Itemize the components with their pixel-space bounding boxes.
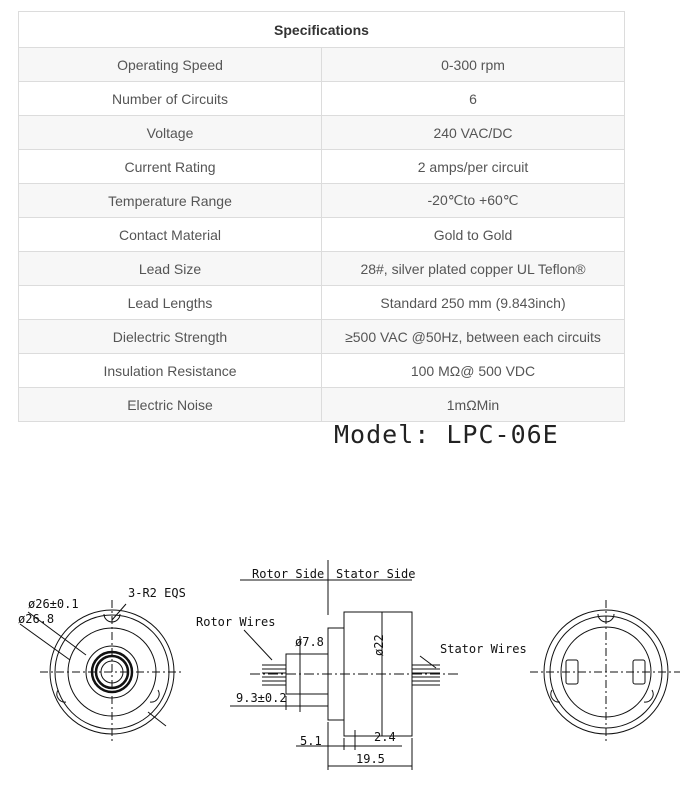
dim-body-dia: ø22 (372, 634, 386, 656)
dim-total-len: 19.5 (356, 752, 385, 766)
spec-label: Contact Material (19, 218, 322, 252)
rotor-wires-label: Rotor Wires (196, 615, 276, 629)
spec-label: Temperature Range (19, 184, 322, 218)
stator-wires-label: Stator Wires (440, 642, 527, 656)
spec-label: Operating Speed (19, 48, 322, 82)
dim-outer: ø26.8 (18, 612, 55, 626)
rotor-side-label: Rotor Side (252, 567, 325, 581)
spec-label: Current Rating (19, 150, 322, 184)
spec-value: 240 VAC/DC (322, 116, 625, 150)
spec-value: Gold to Gold (322, 218, 625, 252)
model-label: Model: LPC-06E (334, 420, 559, 449)
dim-outer-tol: ø26±0.1 (28, 597, 79, 611)
spec-value: 2 amps/per circuit (322, 150, 625, 184)
spec-value: Standard 250 mm (9.843inch) (322, 286, 625, 320)
spec-label: Insulation Resistance (19, 354, 322, 388)
spec-label: Number of Circuits (19, 82, 322, 116)
spec-value: 6 (322, 82, 625, 116)
spec-label: Dielectric Strength (19, 320, 322, 354)
spec-label: Lead Size (19, 252, 322, 286)
dim-rotor-len: 9.3±0.2 (236, 691, 287, 705)
spec-label: Lead Lengths (19, 286, 322, 320)
dim-rotor-dia: ø7.8 (295, 635, 324, 649)
spec-value: 100 MΩ@ 500 VDC (322, 354, 625, 388)
stator-side-label: Stator Side (336, 567, 416, 581)
spec-value: ≥500 VAC @50Hz, between each circuits (322, 320, 625, 354)
spec-value: 28#, silver plated copper UL Teflon® (322, 252, 625, 286)
dim-step-len: 2.4 (374, 730, 396, 744)
side-view (230, 560, 460, 770)
spec-label: Electric Noise (19, 388, 322, 422)
spec-value: -20℃to +60℃ (322, 184, 625, 218)
table-title: Specifications (19, 12, 625, 48)
spec-value: 0-300 rpm (322, 48, 625, 82)
spec-label: Voltage (19, 116, 322, 150)
spec-value: 1mΩMin (322, 388, 625, 422)
dim-flange-len: 5.1 (300, 734, 322, 748)
dim-slots: 3-R2 EQS (128, 586, 186, 600)
stator-end-view (530, 600, 680, 744)
